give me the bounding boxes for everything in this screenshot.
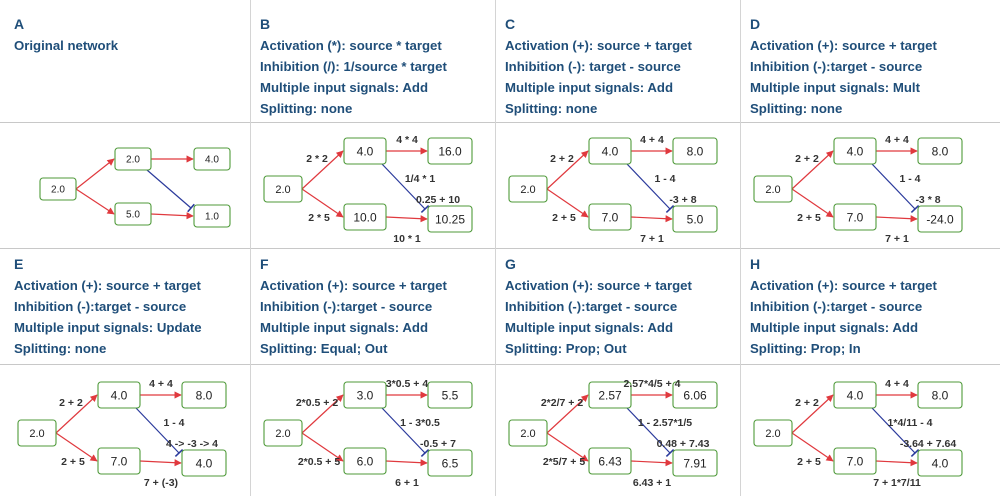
activation-edge	[631, 217, 672, 219]
node-value: 4.0	[195, 456, 213, 471]
activation-edge	[76, 189, 114, 214]
edge-label: 2 * 2	[306, 153, 328, 165]
network-diagram	[748, 370, 988, 490]
rule-line	[505, 338, 745, 359]
panel-letter: D	[750, 16, 761, 32]
edge-label: 2 + 5	[797, 456, 821, 468]
node-value: 4.0	[601, 144, 619, 159]
edge-label: 1/4 * 1	[404, 173, 436, 185]
edge-label: 7 + (-3)	[143, 477, 179, 489]
rule-label: Splitting:	[14, 341, 72, 356]
rule-label: Multiple input signals:	[750, 320, 890, 335]
rule-value: Add	[889, 320, 919, 335]
panel-d	[748, 14, 991, 262]
node-value: 10.0	[353, 210, 377, 225]
edge-label: 2 + 2	[59, 397, 83, 409]
edge-label: 1 - 4	[654, 173, 676, 185]
rule-value: target - source	[585, 59, 681, 74]
rule-label: Multiple input signals:	[260, 80, 400, 95]
rule-value: Add	[399, 80, 429, 95]
node-value: 8.0	[195, 388, 213, 403]
network-diagram	[503, 370, 743, 490]
edge-label: 2 + 5	[552, 212, 576, 224]
rule-line	[750, 338, 990, 359]
rule-line	[505, 56, 745, 77]
activation-edge	[386, 217, 427, 219]
edge-label: -3.64 + 7.64	[899, 438, 957, 450]
edge-label: 2*5/7 + 5	[542, 456, 586, 468]
rule-line	[260, 56, 500, 77]
edge-label: 2 + 2	[550, 153, 574, 165]
node-value: 7.91	[683, 456, 707, 471]
rule-label: Multiple input signals:	[750, 80, 890, 95]
rule-label: Inhibition (-):	[505, 299, 586, 314]
edge-label: 7 + 1*7/11	[873, 477, 921, 489]
rule-line	[14, 317, 254, 338]
node-value: 16.0	[438, 144, 462, 159]
rule-label: Activation (+):	[505, 278, 594, 293]
edge-label: 2 + 2	[795, 397, 819, 409]
panel-b	[258, 14, 501, 262]
rule-line	[260, 275, 500, 296]
rule-line	[14, 338, 254, 359]
node-value: -24.0	[926, 212, 954, 227]
edge-label: 3*0.5 + 4	[385, 378, 429, 390]
panel-h	[748, 254, 991, 502]
panel-header	[505, 254, 745, 359]
rule-value: source + target	[838, 38, 937, 53]
network-diagram	[12, 370, 252, 490]
inhibition-edge	[147, 170, 191, 208]
activation-edge	[76, 159, 114, 189]
node-value: 2.0	[275, 427, 291, 440]
node-value: 6.5	[441, 456, 459, 471]
inhibition-edge	[872, 164, 915, 209]
node-value: 4.0	[846, 144, 864, 159]
rule-line	[750, 275, 990, 296]
rule-label: Multiple input signals:	[260, 320, 400, 335]
node-value: 5.5	[441, 388, 459, 403]
activation-edge	[876, 217, 917, 219]
panel-f	[258, 254, 501, 502]
node-value: 6.43	[598, 454, 622, 469]
edge-label: 2*0.5 + 5	[297, 456, 341, 468]
rule-value: target - source	[830, 59, 923, 74]
rule-line	[750, 77, 990, 98]
edge-label: 1 - 4	[899, 173, 921, 185]
edge-label: 10 * 1	[393, 233, 421, 245]
rule-line	[505, 35, 745, 56]
rule-line	[505, 296, 745, 317]
node-value: 2.0	[520, 183, 536, 196]
rule-label: Activation (+):	[14, 278, 103, 293]
panel-header	[505, 14, 745, 119]
edge-label: 2.57*4/5 + 4	[623, 378, 681, 390]
edge-label: 1*4/11 - 4	[887, 417, 933, 429]
node-value: 2.0	[126, 154, 140, 166]
edge-label: -3 + 8	[669, 194, 697, 206]
activation-edge	[151, 214, 193, 216]
rule-line	[505, 98, 745, 119]
node-value: 1.0	[205, 211, 219, 223]
node-value: 2.57	[598, 388, 622, 403]
panel-g	[503, 254, 746, 502]
edge-label: 2 * 5	[308, 212, 330, 224]
activation-edge	[140, 461, 181, 463]
edge-label: -0.5 + 7	[420, 438, 456, 450]
node-value: 4.0	[356, 144, 374, 159]
panel-header	[750, 254, 990, 359]
rule-line	[14, 275, 254, 296]
rule-line	[260, 98, 500, 119]
panel-letter: C	[505, 16, 516, 32]
network-diagram	[503, 126, 743, 246]
edge-label: 2 + 5	[797, 212, 821, 224]
divider	[0, 364, 1000, 365]
rule-line	[14, 296, 254, 317]
panel-title: Original network	[14, 38, 119, 53]
rule-value: target - source	[94, 299, 187, 314]
edge-label: 4 + 4	[885, 378, 909, 390]
rule-line	[750, 56, 990, 77]
edge-label: 4 + 4	[885, 134, 909, 146]
node-value: 4.0	[205, 154, 219, 166]
panel-c	[503, 14, 746, 262]
rule-label: Splitting:	[750, 101, 808, 116]
rule-label: Multiple input signals:	[505, 80, 645, 95]
panel-letter: G	[505, 256, 516, 272]
divider	[740, 0, 741, 496]
rule-value: source + target	[102, 278, 201, 293]
panel-letter: H	[750, 256, 761, 272]
inhibition-edge	[627, 164, 670, 209]
rule-line	[505, 275, 745, 296]
rule-label: Activation (+):	[260, 278, 349, 293]
rule-value: target - source	[585, 299, 678, 314]
edge-label: 2 + 5	[61, 456, 85, 468]
edge-label: 4 + 4	[640, 134, 664, 146]
divider	[0, 122, 1000, 123]
rule-label: Inhibition (-):	[14, 299, 95, 314]
rule-label: Inhibition (-):	[750, 299, 831, 314]
node-value: 4.0	[931, 456, 949, 471]
rule-line	[260, 35, 500, 56]
node-value: 2.0	[275, 183, 291, 196]
edge-label: 2*0.5 + 2	[295, 397, 339, 409]
edge-label: 1 - 3*0.5	[400, 417, 440, 429]
node-value: 2.0	[520, 427, 536, 440]
node-value: 6.0	[356, 454, 374, 469]
rule-label: Inhibition (-):	[260, 299, 341, 314]
rule-line	[260, 296, 500, 317]
rule-value: Mult	[889, 80, 920, 95]
inhibition-edge	[382, 408, 425, 453]
panel-letter: B	[260, 16, 271, 32]
node-value: 4.0	[846, 388, 864, 403]
edge-label: 4 -> -3 -> 4	[166, 438, 218, 450]
rule-label: Inhibition (-):	[750, 59, 831, 74]
rule-label: Activation (*):	[260, 38, 346, 53]
rule-label: Multiple input signals:	[14, 320, 154, 335]
rule-value: source * target	[345, 38, 442, 53]
node-value: 8.0	[931, 388, 949, 403]
network-diagram	[12, 126, 252, 246]
node-value: 2.0	[765, 183, 781, 196]
edge-label: -3 * 8	[915, 194, 941, 206]
node-value: 8.0	[931, 144, 949, 159]
edge-label: 7 + 1	[640, 233, 664, 245]
rule-value: Prop; In	[807, 341, 861, 356]
rule-value: none	[71, 341, 107, 356]
rule-label: Splitting:	[505, 341, 563, 356]
network-diagram	[258, 126, 498, 246]
rule-value: source + target	[348, 278, 447, 293]
network-diagram	[258, 370, 498, 490]
edge-label: 6 + 1	[395, 477, 419, 489]
network-diagram	[748, 126, 988, 246]
panel-letter: F	[260, 256, 269, 272]
rule-line	[750, 296, 990, 317]
edge-label: 4 * 4	[396, 134, 418, 146]
edge-label: 2 + 2	[795, 153, 819, 165]
rule-line	[750, 317, 990, 338]
edge-label: 0.48 + 7.43	[656, 438, 710, 450]
rule-line	[505, 77, 745, 98]
node-value: 7.0	[110, 454, 128, 469]
rule-label: Splitting:	[505, 101, 563, 116]
node-value: 7.0	[846, 210, 864, 225]
rule-label: Multiple input signals:	[505, 320, 645, 335]
node-value: 2.0	[29, 427, 45, 440]
edge-label: 0.25 + 10	[415, 194, 461, 206]
rule-value: source + target	[838, 278, 937, 293]
rule-value: source + target	[593, 278, 692, 293]
activation-edge	[386, 461, 427, 463]
divider	[250, 0, 251, 496]
divider	[495, 0, 496, 496]
rule-value: none	[317, 101, 353, 116]
rule-value: Add	[644, 80, 674, 95]
rule-value: Prop; Out	[562, 341, 627, 356]
rule-value: 1/source * target	[339, 59, 447, 74]
rule-label: Activation (+):	[750, 278, 839, 293]
rule-line	[750, 98, 990, 119]
rule-value: none	[562, 101, 598, 116]
rule-value: source + target	[593, 38, 692, 53]
node-value: 5.0	[686, 212, 704, 227]
rule-line	[750, 35, 990, 56]
node-value: 5.0	[126, 209, 140, 221]
rule-label: Splitting:	[260, 341, 318, 356]
rule-line	[260, 338, 500, 359]
activation-edge	[876, 461, 917, 463]
panel-header	[14, 254, 254, 359]
panel-a	[12, 14, 255, 262]
edge-label: 7 + 1	[885, 233, 909, 245]
rule-label: Splitting:	[750, 341, 808, 356]
panel-header	[260, 254, 500, 359]
edge-label: 4 + 4	[149, 378, 173, 390]
node-value: 10.25	[434, 212, 466, 227]
rule-value: target - source	[340, 299, 433, 314]
node-value: 6.06	[683, 388, 707, 403]
panel-letter: A	[14, 16, 25, 32]
rule-line	[505, 317, 745, 338]
divider	[0, 248, 1000, 249]
edge-label: 2*2/7 + 2	[540, 397, 584, 409]
rule-value: Add	[644, 320, 674, 335]
node-value: 2.0	[765, 427, 781, 440]
node-value: 7.0	[601, 210, 619, 225]
edge-label: 6.43 + 1	[632, 477, 672, 489]
panel-e	[12, 254, 255, 502]
rule-label: Activation (+):	[505, 38, 594, 53]
node-value: 8.0	[686, 144, 704, 159]
rule-value: Update	[153, 320, 202, 335]
edge-label: 1 - 2.57*1/5	[637, 417, 693, 429]
rule-label: Activation (+):	[750, 38, 839, 53]
panel-letter: E	[14, 256, 24, 272]
rule-value: Equal; Out	[317, 341, 388, 356]
rule-line	[260, 77, 500, 98]
node-value: 7.0	[846, 454, 864, 469]
edge-label: 1 - 4	[163, 417, 185, 429]
node-value: 3.0	[356, 388, 374, 403]
panel-header	[260, 14, 500, 119]
panel-header	[14, 14, 254, 56]
node-value: 2.0	[51, 184, 65, 196]
panel-header	[750, 14, 990, 119]
node-value: 4.0	[110, 388, 128, 403]
rule-line	[260, 317, 500, 338]
activation-edge	[631, 461, 672, 463]
rule-label: Inhibition (/):	[260, 59, 340, 74]
rule-value: none	[807, 101, 843, 116]
rule-label: Splitting:	[260, 101, 318, 116]
rule-value: target - source	[830, 299, 923, 314]
rule-label: Inhibition (-):	[505, 59, 586, 74]
rule-value: Add	[399, 320, 429, 335]
